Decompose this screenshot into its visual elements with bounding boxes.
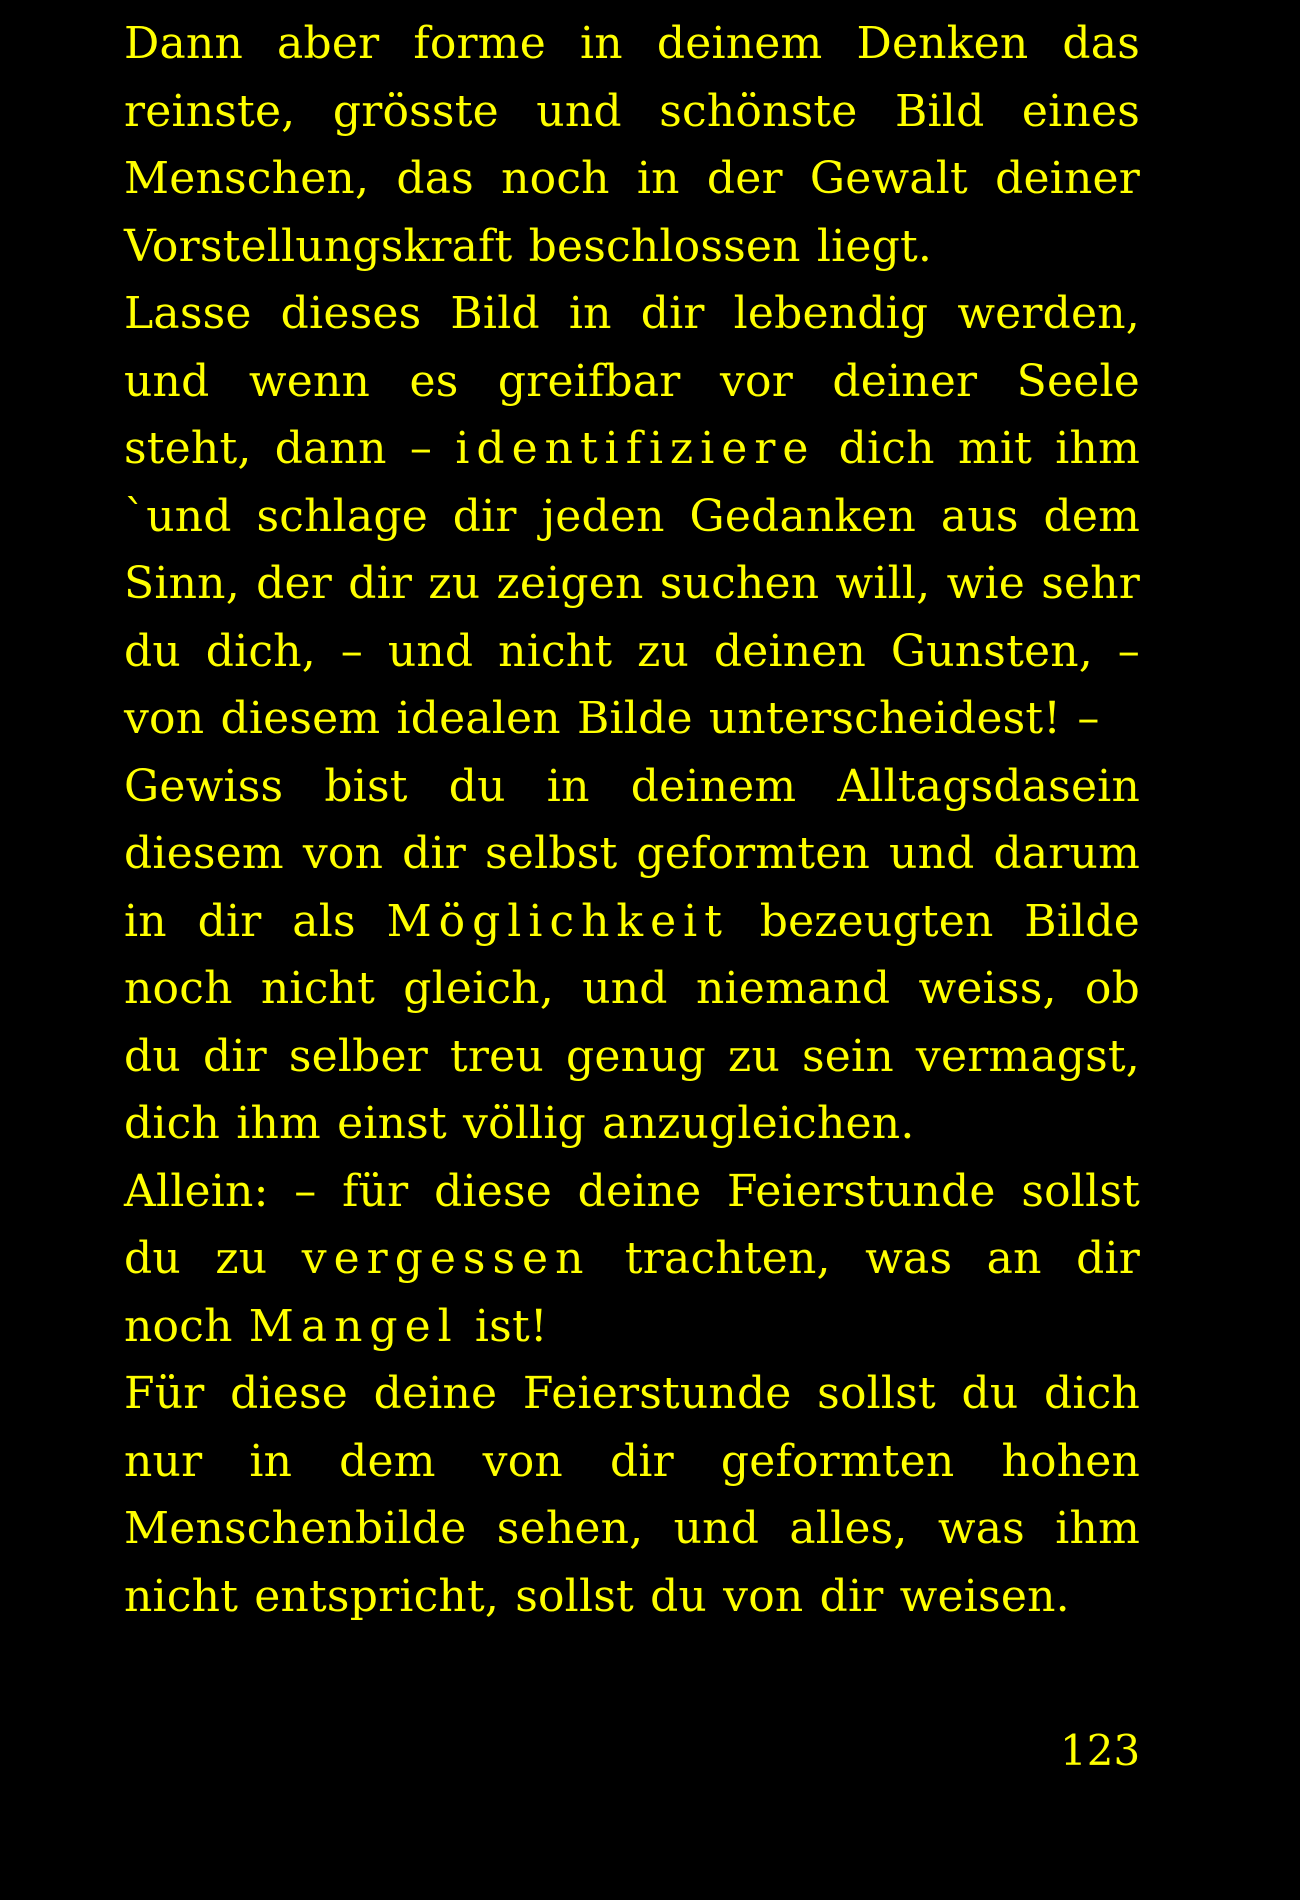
paragraph-5	[124, 1360, 1140, 1630]
paragraph-2	[124, 280, 1140, 753]
paragraph-4-text-c: ist!	[458, 1300, 548, 1352]
paragraph-3-text-b: bezeugten Bilde noch nicht gleich, und niemand weiss, ob du dir selber treu genug zu sein vermagst, dich ihm einst völlig anzugleichen.	[124, 895, 1140, 1149]
paragraph-5-text: Für diese deine Feierstunde sollst du dich nur in dem von dir geformten hohen Menschenbilde sehen, und alles, was ihm nicht entspricht, sollst du von dir weisen.	[124, 1368, 1140, 1622]
paragraph-4	[124, 1158, 1140, 1361]
paragraph-3-spaced-word: Möglichkeit	[386, 895, 729, 947]
paragraph-1	[124, 10, 1140, 280]
paragraph-2-text-b: dich mit ihm `und schlage dir jeden Gedanken aus dem Sinn, der dir zu zeigen suchen will, wie sehr du dich, – und nicht zu deinen Gunsten, – von diesem idealen Bilde unterscheidest! –	[124, 423, 1140, 744]
paragraph-4-text-b: trachten, was an dir noch	[124, 1233, 1140, 1352]
paragraph-1-text: Dann aber forme in deinem Denken das reinste, grösste und schönste Bild eines Menschen, das noch in der Gewalt deiner Vorstellungskraft beschlossen liegt.	[124, 18, 1140, 272]
paragraph-2-text-a: Lasse dieses Bild in dir lebendig werden, und wenn es greifbar vor deiner Seele steht, dann –	[124, 288, 1140, 474]
paragraph-4-text-a: Allein: – für diese deine Feierstunde sollst du zu	[124, 1165, 1140, 1284]
book-page	[124, 10, 1140, 1830]
page-number: 123	[1060, 1726, 1141, 1775]
paragraph-4-spaced-word-1: vergessen	[301, 1233, 591, 1284]
paragraph-3-text-a: Gewiss bist du in deinem Alltagsdasein diesem von dir selbst geformten und darum in dir als	[124, 760, 1140, 947]
paragraph-3	[124, 753, 1140, 1158]
paragraph-4-spaced-word-2: Mangel	[248, 1300, 459, 1352]
paragraph-2-spaced-word: identifiziere	[455, 423, 816, 474]
